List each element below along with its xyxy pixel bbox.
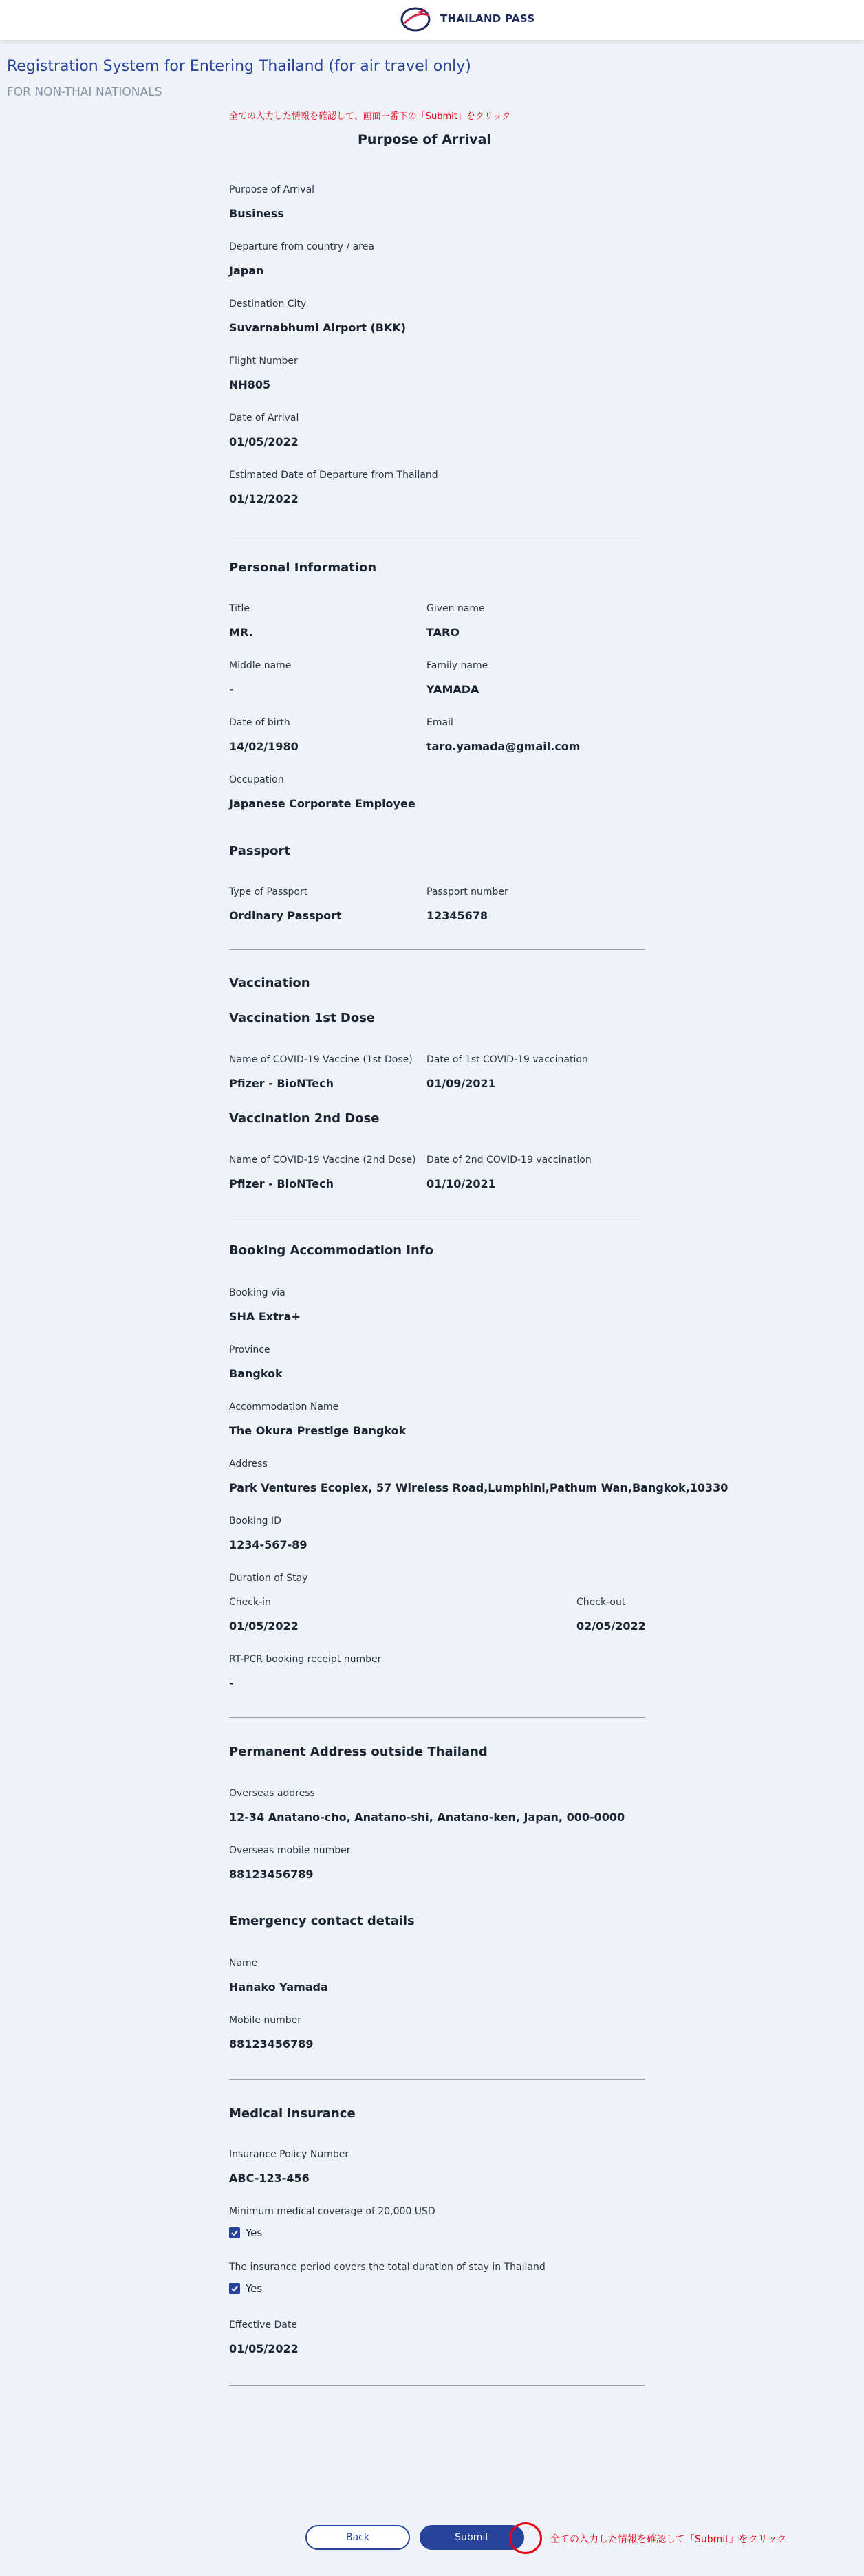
dose2-date-value: 01/10/2021 (426, 1177, 496, 1190)
dose2-heading: Vaccination 2nd Dose (229, 1111, 380, 1126)
dob-value: 14/02/1980 (229, 740, 299, 753)
passport-type-value: Ordinary Passport (229, 909, 342, 922)
coverage-checkbox[interactable] (229, 2227, 240, 2238)
duration-label: Duration of Stay (229, 1573, 308, 1584)
arrival-heading: Purpose of Arrival (358, 132, 491, 147)
coverage-label: Minimum medical coverage of 20,000 USD (229, 2206, 435, 2217)
rtpcr-label: RT-PCR booking receipt number (229, 1654, 382, 1665)
page-title: Registration System for Entering Thailand (for air travel only) (7, 58, 471, 75)
thailand-pass-logo-icon (398, 3, 433, 34)
vaccination-heading: Vaccination (229, 976, 310, 990)
period-checkbox[interactable] (229, 2283, 240, 2294)
departure-country-value: Japan (229, 264, 264, 277)
dose2-name-value: Pfizer - BioNTech (229, 1177, 334, 1190)
policy-value: ABC-123-456 (229, 2172, 310, 2185)
given-name-value: TARO (426, 626, 460, 639)
check-icon (230, 2284, 239, 2293)
annotation-top: 全ての入力した情報を確認して、画面一番下の「Submit」をクリック (229, 111, 511, 122)
title-value: MR. (229, 626, 253, 639)
passport-number-label: Passport number (426, 886, 508, 897)
divider (229, 949, 645, 950)
dose1-name-value: Pfizer - BioNTech (229, 1077, 334, 1090)
booking-id-value: 1234-567-89 (229, 1538, 307, 1551)
personal-heading: Personal Information (229, 560, 377, 575)
coverage-checkbox-label: Yes (246, 2227, 263, 2239)
booking-id-label: Booking ID (229, 1516, 281, 1527)
arrival-date-value: 01/05/2022 (229, 435, 299, 448)
passport-number-value: 12345678 (426, 909, 488, 922)
title-label: Title (229, 603, 250, 614)
dob-label: Date of birth (229, 717, 290, 728)
brand-name: THAILAND PASS (440, 12, 535, 25)
policy-label: Insurance Policy Number (229, 2149, 349, 2160)
flight-value: NH805 (229, 378, 271, 391)
accommodation-name-value: The Okura Prestige Bangkok (229, 1424, 407, 1437)
overseas-mobile-label: Overseas mobile number (229, 1845, 351, 1856)
email-value: taro.yamada@gmail.com (426, 740, 581, 753)
page-subtitle: FOR NON-THAI NATIONALS (7, 85, 162, 99)
effective-date-value: 01/05/2022 (229, 2342, 299, 2355)
booking-heading: Booking Accommodation Info (229, 1243, 434, 1258)
period-label: The insurance period covers the total duration of stay in Thailand (229, 2262, 546, 2273)
passport-heading: Passport (229, 844, 291, 858)
submit-button[interactable]: Submit (420, 2525, 524, 2550)
email-label: Email (426, 717, 453, 728)
dose2-name-label: Name of COVID-19 Vaccine (2nd Dose) (229, 1155, 416, 1166)
purpose-label: Purpose of Arrival (229, 184, 315, 195)
destination-value: Suvarnabhumi Airport (BKK) (229, 321, 407, 334)
booking-via-value: SHA Extra+ (229, 1310, 301, 1323)
province-label: Province (229, 1344, 270, 1355)
permanent-heading: Permanent Address outside Thailand (229, 1745, 488, 1759)
annotation-bottom: 全ての入力した情報を確認して「Submit」をクリック (550, 2534, 787, 2545)
divider (229, 2385, 645, 2386)
emergency-heading: Emergency contact details (229, 1914, 415, 1928)
effective-date-label: Effective Date (229, 2320, 297, 2331)
emergency-mobile-value: 88123456789 (229, 2038, 314, 2051)
submit-highlight-circle (509, 2522, 542, 2554)
booking-via-label: Booking via (229, 1287, 285, 1298)
checkin-label: Check-in (229, 1597, 271, 1608)
departure-country-label: Departure from country / area (229, 241, 374, 252)
rtpcr-value: - (229, 1677, 234, 1690)
occupation-value: Japanese Corporate Employee (229, 797, 415, 810)
dose1-date-label: Date of 1st COVID-19 vaccination (426, 1054, 588, 1065)
checkout-value: 02/05/2022 (576, 1619, 646, 1633)
address-value: Park Ventures Ecoplex, 57 Wireless Road,Lumphini,Pathum Wan,Bangkok,10330 (229, 1481, 728, 1494)
flight-label: Flight Number (229, 356, 298, 367)
back-button[interactable]: Back (305, 2525, 410, 2550)
overseas-mobile-value: 88123456789 (229, 1868, 314, 1881)
occupation-label: Occupation (229, 774, 284, 785)
divider (229, 1717, 645, 1718)
overseas-address-label: Overseas address (229, 1788, 315, 1799)
emergency-name-label: Name (229, 1958, 258, 1969)
middle-name-value: - (229, 683, 234, 696)
address-label: Address (229, 1459, 268, 1470)
emergency-mobile-label: Mobile number (229, 2015, 302, 2026)
checkin-value: 01/05/2022 (229, 1619, 299, 1633)
departure-date-value: 01/12/2022 (229, 492, 299, 505)
overseas-address-value: 12-34 Anatano-cho, Anatano-shi, Anatano-ken, Japan, 000-0000 (229, 1811, 625, 1824)
accommodation-name-label: Accommodation Name (229, 1401, 339, 1412)
given-name-label: Given name (426, 603, 485, 614)
top-bar (0, 0, 864, 40)
passport-type-label: Type of Passport (229, 886, 308, 897)
arrival-date-label: Date of Arrival (229, 413, 299, 424)
destination-label: Destination City (229, 298, 307, 309)
period-checkbox-label: Yes (246, 2282, 263, 2295)
check-icon (230, 2229, 239, 2237)
checkout-label: Check-out (576, 1597, 626, 1608)
emergency-name-value: Hanako Yamada (229, 1980, 328, 1994)
middle-name-label: Middle name (229, 660, 292, 671)
family-name-label: Family name (426, 660, 488, 671)
dose2-date-label: Date of 2nd COVID-19 vaccination (426, 1155, 592, 1166)
insurance-heading: Medical insurance (229, 2106, 356, 2121)
family-name-value: YAMADA (426, 683, 479, 696)
divider (229, 2079, 645, 2080)
purpose-value: Business (229, 207, 284, 220)
province-value: Bangkok (229, 1367, 283, 1380)
dose1-date-value: 01/09/2021 (426, 1077, 496, 1090)
dose1-heading: Vaccination 1st Dose (229, 1011, 376, 1025)
dose1-name-label: Name of COVID-19 Vaccine (1st Dose) (229, 1054, 413, 1065)
departure-date-label: Estimated Date of Departure from Thailand (229, 470, 438, 481)
